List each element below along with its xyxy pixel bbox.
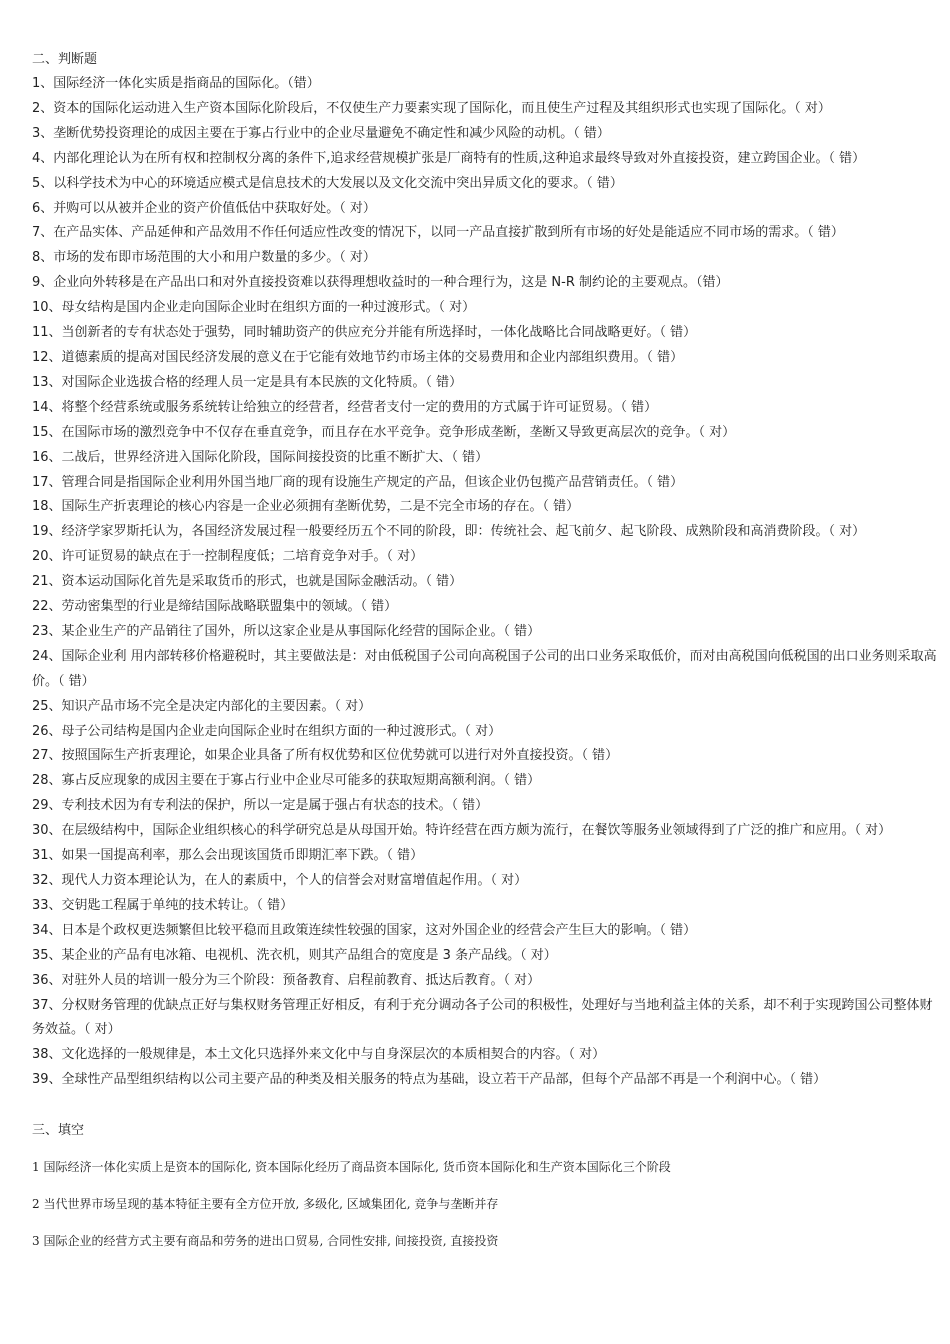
judgment-item: 35、某企业的产品有电冰箱、电视机、洗衣机，则其产品组合的宽度是 3 条产品线。（ 对） [32,947,557,963]
judgment-item: 34、日本是个政权更迭频繁但比较平稳而且政策连续性较强的国家，这对外国企业的经营会产生巨大的影响。（ 错） [32,922,697,938]
document-page [32,47,940,1266]
fill-blank-item: 3 国际企业的经营方式主要有商品和劳务的进出口贸易, 合同性安排, 间接投资, 直接投资 [32,1234,499,1249]
judgment-item: 23、某企业生产的产品销往了国外，所以这家企业是从事国际化经营的国际企业。（ 错） [32,623,541,639]
judgment-item: 17、管理合同是指国际企业利用外国当地厂商的现有设施生产规定的产品，但该企业仍包揽产品营销责任。（ 错） [32,474,684,490]
fill-blank-section-title: 三、填空 [32,1123,85,1139]
judgment-section-title: 二、判断题 [32,52,98,67]
section-gap [32,1093,940,1118]
judgment-item: 20、许可证贸易的缺点在于一控制程度低；二培育竞争对手。（ 对） [32,549,424,565]
judgment-item: 38、文化选择的一般规律是，本土文化只选择外来文化中与自身深层次的本质相契合的内容。（ 对） [32,1047,606,1063]
judgment-item: 30、在层级结构中，国际企业组织核心的科学研究总是从母国开始。特许经营在西方颇为流行，在餐饮等服务业领域得到了广泛的推广和应用。（ 对） [32,823,892,839]
judgment-item: 36、对驻外人员的培训一般分为三个阶段：预备教育、启程前教育、抵达后教育。（ 对） [32,972,541,988]
judgment-item: 12、道德素质的提高对国民经济发展的意义在于它能有效地节约市场主体的交易费用和企业内部组织费用。（ 错） [32,349,684,365]
judgment-list [32,72,940,1093]
judgment-item: 8、市场的发布即市场范围的大小和用户数量的多少。（ 对） [32,250,376,266]
judgment-item: 25、知识产品市场不完全是决定内部化的主要因素。（ 对） [32,698,372,714]
judgment-item: 4、内部化理论认为在所有权和控制权分离的条件下,追求经营规模扩张是厂商特有的性质,这种追求最终导致对外直接投资，建立跨国企业。（ 错） [32,150,866,166]
judgment-item: 24、国际企业利 用内部转移价格避税时，其主要做法是：对由低税国子公司向高税国子公司的出口业务采取低价，而对由高税国向低税国的出口业务则采取高价。（ 错） [32,648,937,689]
judgment-item: 1、国际经济一体化实质是指商品的国际化。（错） [32,76,320,91]
judgment-item: 37、分权财务管理的优缺点正好与集权财务管理正好相反，有利于充分调动各子公司的积极性，处理好与当地利益主体的关系，却不利于实现跨国公司整体财务效益。（ 对） [32,997,933,1038]
judgment-item: 28、寡占反应现象的成因主要在于寡占行业中企业尽可能多的获取短期高额利润。（ 错） [32,773,541,789]
judgment-item: 13、对国际企业选拔合格的经理人员一定是具有本民族的文化特质。（ 错） [32,374,463,390]
judgment-item: 11、当创新者的专有状态处于强势，同时辅助资产的供应充分并能有所选择时，一体化战略比合同战略更好。（ 错） [32,325,697,341]
judgment-item: 15、在国际市场的激烈竞争中不仅存在垂直竞争，而且存在水平竞争。竞争形成垄断，垄断又导致更高层次的竞争。（ 对） [32,424,736,440]
judgment-item: 26、母子公司结构是国内企业走向国际企业时在组织方面的一种过渡形式。（ 对） [32,723,502,739]
judgment-item: 32、现代人力资本理论认为，在人的素质中，个人的信誉会对财富增值起作用。（ 对） [32,873,528,888]
judgment-item: 2、资本的国际化运动进入生产资本国际化阶段后，不仅使生产力要素实现了国际化，而且使生产过程及其组织形式也实现了国际化。（ 对） [32,100,831,116]
judgment-item: 18、国际生产折衷理论的核心内容是一企业必须拥有垄断优势，二是不完全市场的存在。（ 错） [32,499,580,515]
judgment-item: 33、交钥匙工程属于单纯的技术转让。（ 错） [32,897,294,913]
judgment-item: 19、经济学家罗斯托认为，各国经济发展过程一般要经历五个不同的阶段，即：传统社会、起飞前夕、起飞阶段、成熟阶段和高消费阶段。（ 对） [32,524,866,540]
fill-blank-item: 2 当代世界市场呈现的基本特征主要有全方位开放, 多级化, 区域集团化, 竞争与垄断并存 [32,1197,499,1212]
judgment-item: 10、母女结构是国内企业走向国际企业时在组织方面的一种过渡形式。（ 对） [32,300,476,316]
fill-blank-list [32,1155,940,1254]
judgment-item: 3、垄断优势投资理论的成因主要在于寡占行业中的企业尽量避免不确定性和减少风险的动机。（ 错） [32,125,610,141]
judgment-item: 6、并购可以从被并企业的资产价值低估中获取好处。（ 对） [32,200,376,216]
judgment-section [32,47,940,1093]
judgment-item: 39、全球性产品型组织结构以公司主要产品的种类及相关服务的特点为基础，设立若干产品部，但每个产品部不再是一个利润中心。（ 错） [32,1072,827,1088]
fill-blank-section [32,1118,940,1254]
judgment-item: 27、按照国际生产折衷理论，如果企业具备了所有权优势和区位优势就可以进行对外直接投资。（ 错） [32,748,619,764]
judgment-item: 29、专利技术因为有专利法的保护，所以一定是属于强占有状态的技术。（ 错） [32,798,489,814]
judgment-item: 16、二战后，世界经济进入国际化阶段，国际间接投资的比重不断扩大、（ 错） [32,449,489,465]
judgment-item: 22、劳动密集型的行业是缔结国际战略联盟集中的领域。（ 错） [32,599,398,615]
fill-blank-item: 1 国际经济一体化实质上是资本的国际化, 资本国际化经历了商品资本国际化, 货币资本国际化和生产资本国际化三个阶段 [32,1160,671,1175]
judgment-item: 31、如果一国提高利率，那么会出现该国货币即期汇率下跌。（ 错） [32,848,424,864]
judgment-item: 21、资本运动国际化首先是采取货币的形式，也就是国际金融活动。（ 错） [32,574,463,590]
judgment-item: 7、在产品实体、产品延伸和产品效用不作任何适应性改变的情况下，以同一产品直接扩散到所有市场的好处是能适应不同市场的需求。（ 错） [32,225,844,241]
judgment-item: 5、以科学技术为中心的环境适应模式是信息技术的大发展以及文化交流中突出异质文化的要求。（ 错） [32,175,623,191]
judgment-item: 14、将整个经营系统或服务系统转让给独立的经营者，经营者支付一定的费用的方式属于许可证贸易。（ 错） [32,399,658,415]
judgment-item: 9、企业向外转移是在产品出口和对外直接投资难以获得理想收益时的一种合理行为，这是 N-R 制约论的主要观点。（错） [32,275,729,291]
